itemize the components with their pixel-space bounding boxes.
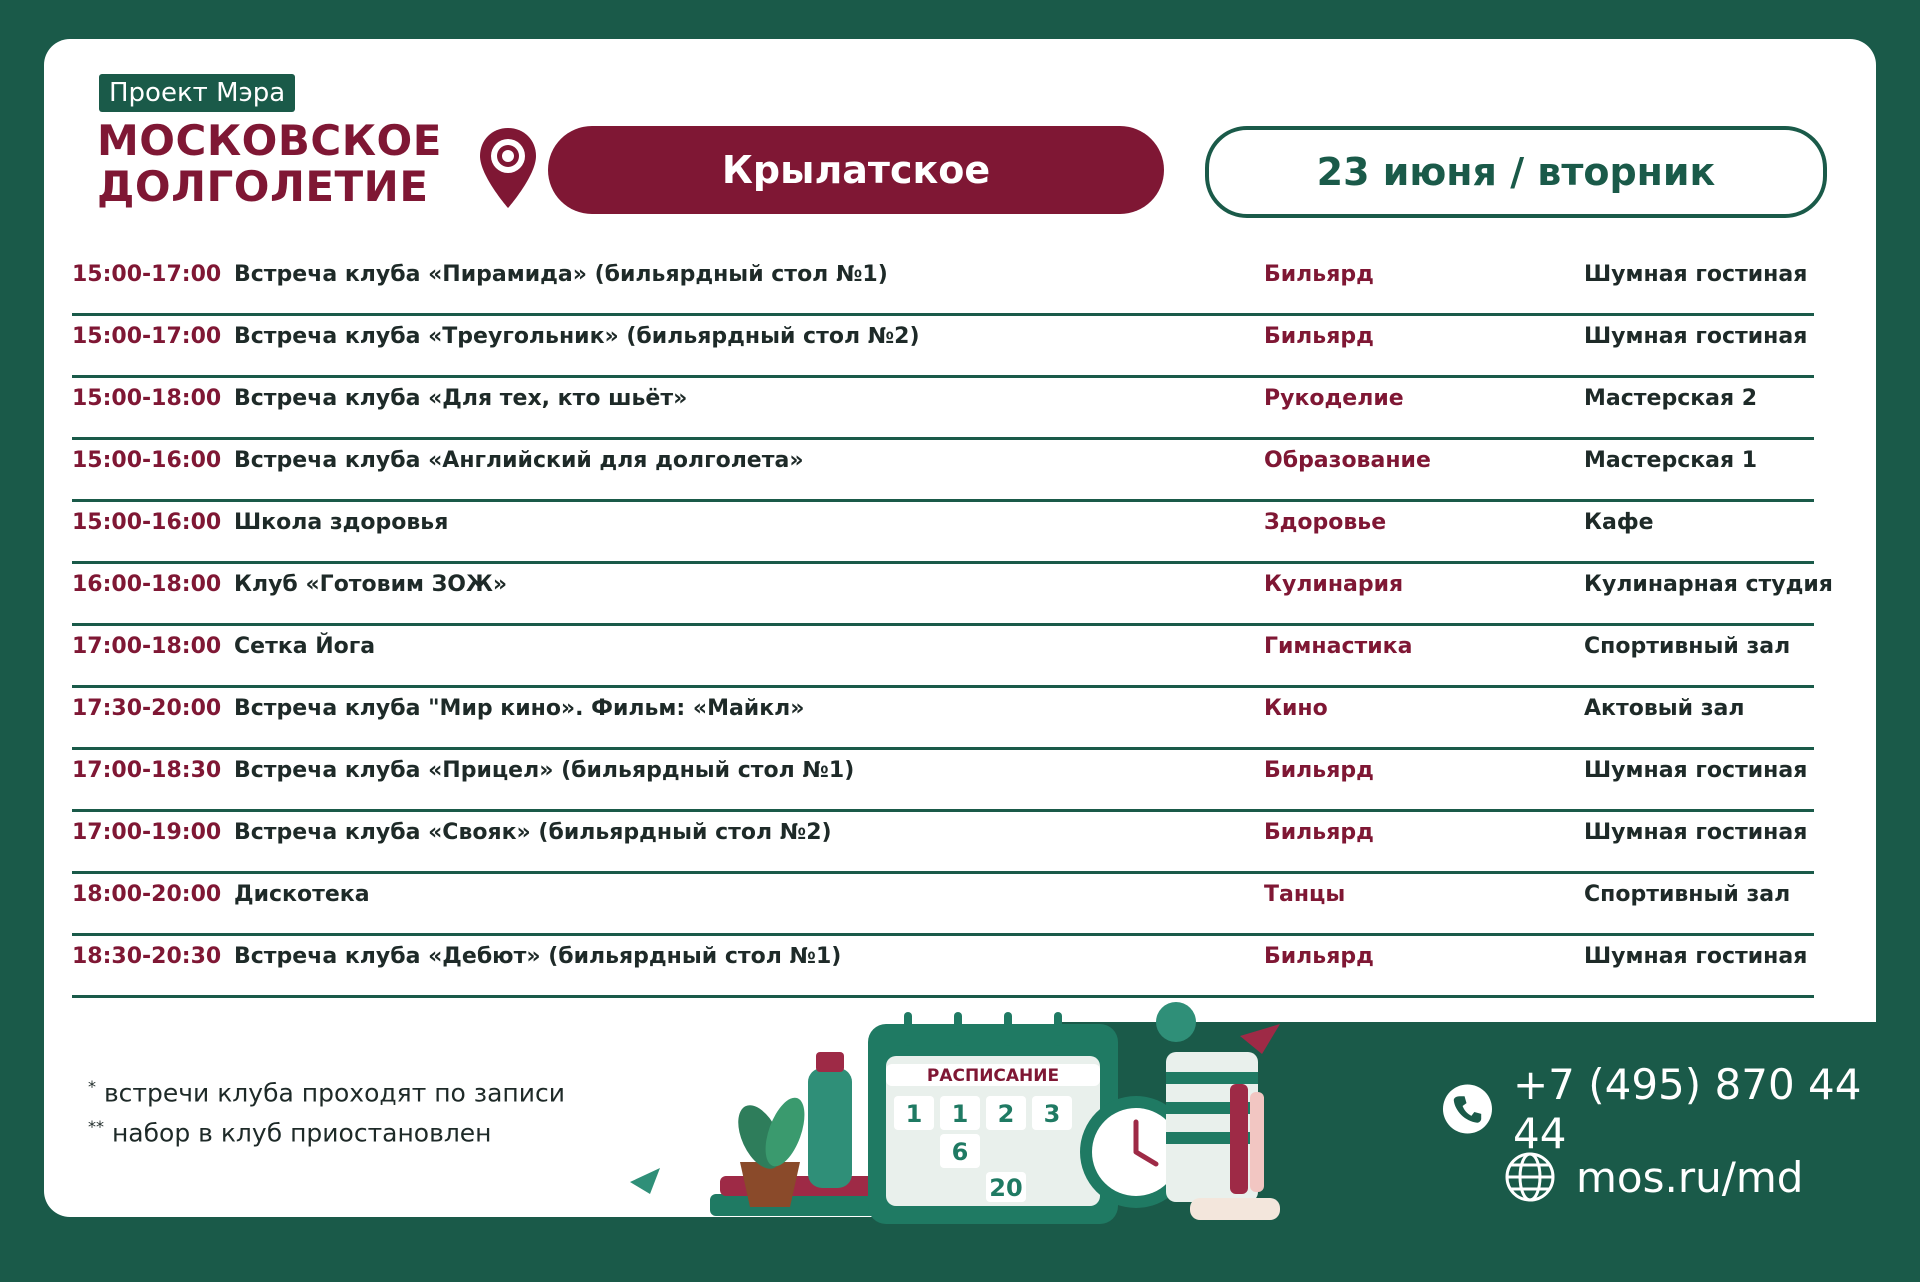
row-title: Встреча клуба «Прицел» (бильярдный стол №1) — [234, 758, 855, 783]
row-place: Актовый зал — [1584, 696, 1745, 721]
date-pill: 23 июня / вторник — [1205, 126, 1827, 218]
calendar-cell: 20 — [989, 1174, 1023, 1202]
schedule-row — [72, 564, 1833, 626]
row-place: Мастерская 2 — [1584, 386, 1758, 411]
footnote-mark-1: * — [88, 1077, 96, 1096]
row-title: Школа здоровья — [234, 510, 449, 535]
row-place: Шумная гостиная — [1584, 262, 1808, 287]
location-pin-icon — [478, 126, 538, 210]
row-time: 15:00-16:00 — [72, 448, 222, 473]
phone-line — [1442, 1060, 1920, 1158]
schedule-row — [72, 750, 1814, 812]
row-title: Встреча клуба «Свояк» (бильярдный стол №2) — [234, 820, 832, 845]
footnote-2 — [88, 1110, 565, 1150]
brand-line-2: ДОЛГОЛЕТИЕ — [97, 162, 429, 211]
schedule-row — [72, 378, 1814, 440]
footnote-text-2: набор в клуб приостановлен — [111, 1118, 492, 1148]
row-time: 18:00-20:00 — [72, 882, 222, 907]
row-place: Спортивный зал — [1584, 882, 1791, 907]
row-category: Гимнастика — [1264, 634, 1413, 659]
footnote-mark-2: ** — [88, 1117, 104, 1137]
schedule-row — [72, 874, 1814, 936]
calendar-title: РАСПИСАНИЕ — [926, 1066, 1060, 1086]
row-title: Сетка Йога — [234, 634, 376, 659]
row-time: 15:00-18:00 — [72, 386, 222, 411]
phone-icon — [1442, 1083, 1493, 1135]
row-category: Танцы — [1264, 882, 1346, 907]
footnotes — [88, 1070, 565, 1151]
row-time: 17:00-19:00 — [72, 820, 222, 845]
row-title: Встреча клуба «Треугольник» (бильярдный стол №2) — [234, 324, 920, 349]
row-time: 15:00-17:00 — [72, 262, 222, 287]
row-time: 15:00-17:00 — [72, 324, 222, 349]
schedule-row — [72, 254, 1814, 316]
schedule-row — [72, 688, 1814, 750]
schedule-row — [72, 440, 1814, 502]
schedule-row — [72, 812, 1814, 874]
row-category: Бильярд — [1264, 944, 1374, 969]
row-place: Кафе — [1584, 510, 1654, 535]
row-category: Здоровье — [1264, 510, 1387, 535]
row-category: Кулинария — [1264, 572, 1404, 597]
row-category: Рукоделие — [1264, 386, 1404, 411]
schedule-table — [72, 254, 1833, 998]
row-place: Шумная гостиная — [1584, 758, 1808, 783]
row-place: Шумная гостиная — [1584, 324, 1808, 349]
row-place: Шумная гостиная — [1584, 820, 1808, 845]
schedule-illustration — [590, 972, 1290, 1232]
row-place: Кулинарная студия — [1584, 572, 1833, 597]
row-category: Бильярд — [1264, 820, 1374, 845]
website-link[interactable]: mos.ru/md — [1576, 1152, 1804, 1202]
row-place: Мастерская 1 — [1584, 448, 1758, 473]
row-time: 17:00-18:30 — [72, 758, 222, 783]
row-category: Бильярд — [1264, 324, 1374, 349]
calendar-cell: 2 — [997, 1100, 1015, 1128]
calendar-cell: 6 — [951, 1138, 969, 1166]
row-title: Встреча клуба «Дебют» (бильярдный стол №1) — [234, 944, 842, 969]
globe-icon — [1504, 1151, 1556, 1203]
row-title: Встреча клуба «Английский для долголета» — [234, 448, 804, 473]
row-title: Клуб «Готовим ЗОЖ» — [234, 572, 508, 597]
schedule-row — [72, 502, 1814, 564]
footnote-1 — [88, 1070, 565, 1110]
row-title: Встреча клуба «Для тех, кто шьёт» — [234, 386, 688, 411]
row-title: Встреча клуба «Пирамида» (бильярдный стол №1) — [234, 262, 888, 287]
footnote-text-1: встречи клуба проходят по записи — [103, 1078, 565, 1108]
row-category: Бильярд — [1264, 758, 1374, 783]
row-category: Кино — [1264, 696, 1328, 721]
schedule-row — [72, 626, 1814, 688]
row-category: Образование — [1264, 448, 1431, 473]
row-title: Встреча клуба "Мир кино». Фильм: «Майкл» — [234, 696, 805, 721]
phone-number: +7 (495) 870 44 44 — [1512, 1060, 1862, 1158]
row-place: Шумная гостиная — [1584, 944, 1808, 969]
row-time: 15:00-16:00 — [72, 510, 222, 535]
row-category: Бильярд — [1264, 262, 1374, 287]
row-time: 17:30-20:00 — [72, 696, 222, 721]
schedule-row — [72, 316, 1814, 378]
row-title: Дискотека — [234, 882, 370, 907]
calendar-cell: 3 — [1043, 1100, 1061, 1128]
row-time: 17:00-18:00 — [72, 634, 222, 659]
brand-line-1: МОСКОВСКОЕ — [97, 116, 442, 165]
brand-logo — [97, 116, 442, 211]
row-place: Спортивный зал — [1584, 634, 1791, 659]
project-badge: Проект Мэра — [99, 74, 295, 112]
row-time: 16:00-18:00 — [72, 572, 222, 597]
row-time: 18:30-20:30 — [72, 944, 222, 969]
contact-block — [1442, 1060, 1920, 1211]
calendar-cell: 1 — [951, 1100, 969, 1128]
location-pill: Крылатское — [548, 126, 1164, 214]
calendar-cell: 1 — [905, 1100, 923, 1128]
